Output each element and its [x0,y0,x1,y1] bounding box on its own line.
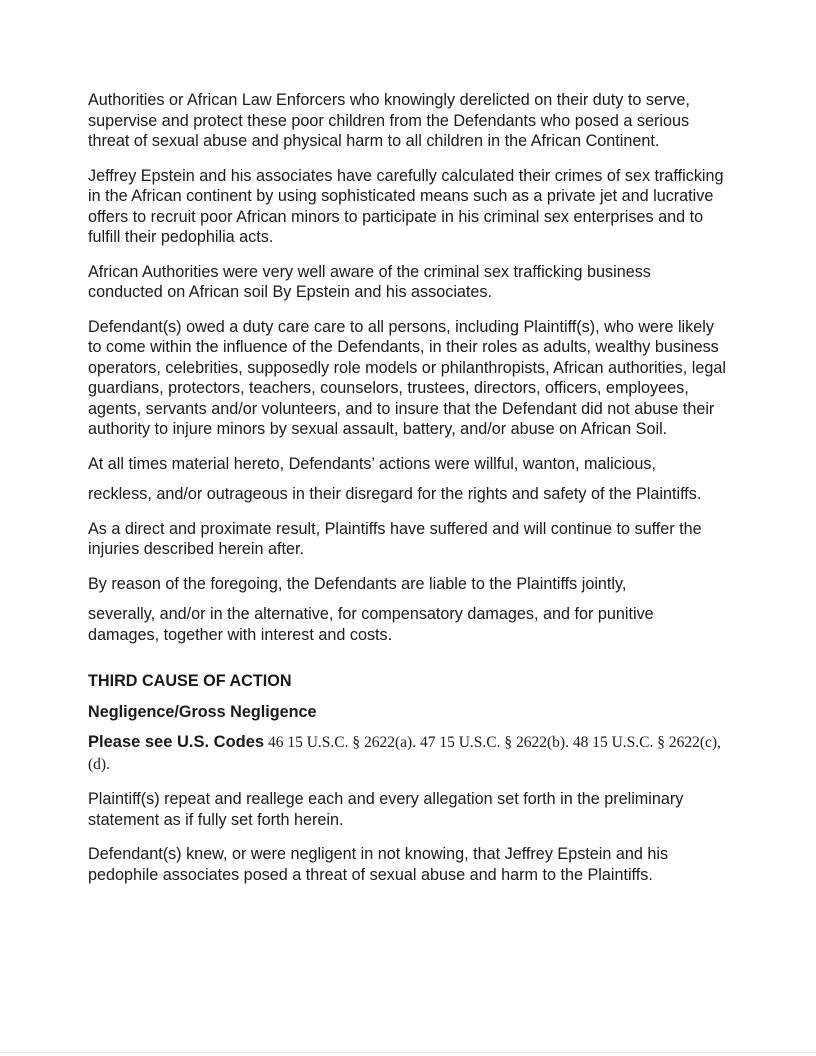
document-page [88,90,728,899]
paragraph-disregard: reckless, and/or outrageous in their disregard for the rights and safety of the Plaintiffs. [88,485,702,503]
scan-edge-mark [0,1052,816,1053]
paragraph-damages: severally, and/or in the alternative, for compensatory damages, and for punitive damages, together with interest and costs. [88,605,654,644]
paragraph-liability: By reason of the foregoing, the Defendants are liable to the Plaintiffs jointly, [88,574,627,593]
paragraph-willful-actions: At all times material hereto, Defendants’ actions were willful, wanton, malicious, [88,454,657,473]
codes-citations: 46 15 U.S.C. § 2622(a). 47 15 U.S.C. § 2622(b). 48 15 U.S.C. § 2622(c),(d). [88,734,721,773]
paragraph-epstein-trafficking: Jeffrey Epstein and his associates have carefully calculated their crimes of sex trafficking in the African continent by using sophisticated means such as a private jet and lucrative offers to recruit poor African minors to participate in his criminal sex enterprises and to fulfill their pedophilia acts. [88,166,724,246]
paragraph-authorities-aware: African Authorities were very well aware of the criminal sex trafficking business conducted on African soil By Epstein and his associates. [88,262,651,301]
paragraph-negligence: Defendant(s) knew, or were negligent in not knowing, that Jeffrey Epstein and his pedophile associates posed a threat of sexual abuse and harm to the Plaintiffs. [88,845,669,884]
codes-lead: Please see U.S. Codes [88,733,265,751]
paragraph-duty-of-care: Defendant(s) owed a duty care care to all persons, including Plaintiff(s), who were likely to come within the influence of the Defendants, in their roles as adults, wealthy business operators, celebrities, supposedly role models or philanthropists, African authorities, legal guardians, protectors, teachers, counselors, trustees, directors, officers, employees, agents, servants and/or volunteers, and to insure that the Defendant did not abuse their authority to injure minors by sexual assault, battery, and/or abuse on African Soil. [88,317,726,438]
paragraph-reallege: Plaintiff(s) repeat and reallege each and every allegation set forth in the preliminary statement as if fully set forth herein. [88,790,684,829]
codes-reference [88,732,728,775]
paragraph-authorities: Authorities or African Law Enforcers who knowingly derelicted on their duty to serve, supervise and protect these poor children from the Defendants who posed a serious threat of sexual abuse and physical harm to all children in the African Continent. [88,91,690,150]
section-subheading: Negligence/Gross Negligence [88,702,317,721]
paragraph-proximate-result: As a direct and proximate result, Plaintiffs have suffered and will continue to suffer the injuries described herein after. [88,519,702,558]
section-heading: THIRD CAUSE OF ACTION [88,672,292,690]
